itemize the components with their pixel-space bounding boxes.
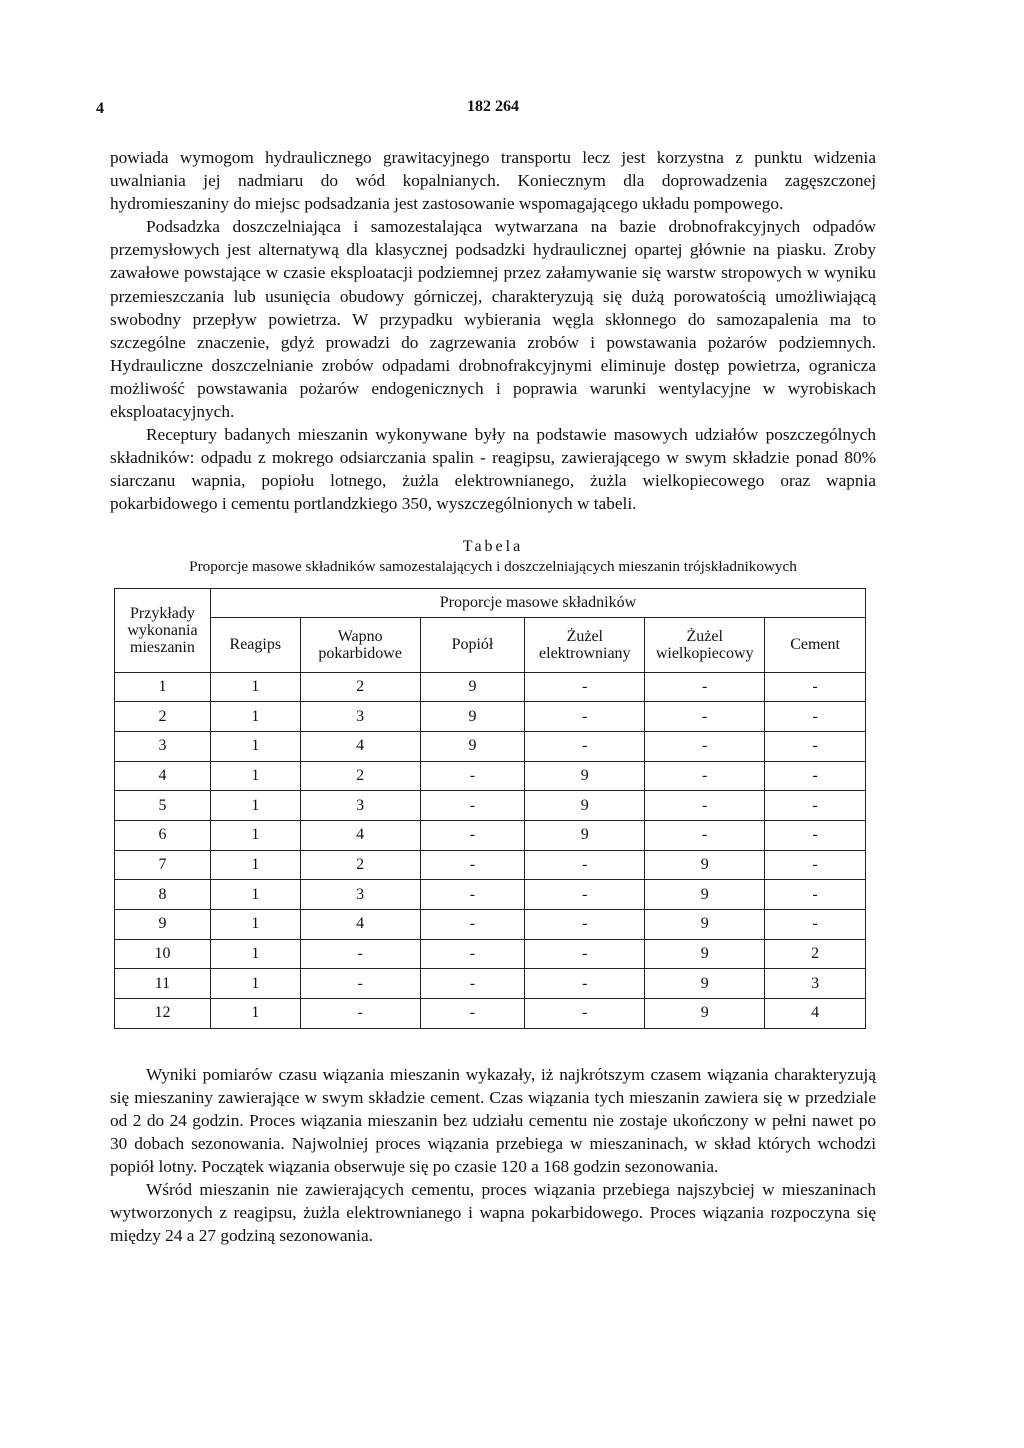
table-cell: 2 <box>300 672 420 702</box>
table-row <box>115 820 866 850</box>
table-cell: 1 <box>210 731 300 761</box>
table-cell: 9 <box>525 791 645 821</box>
table-cell: 1 <box>210 880 300 910</box>
table-body <box>115 672 866 1028</box>
table-cell: 5 <box>115 791 211 821</box>
table-cell: 4 <box>300 731 420 761</box>
table-cell: 1 <box>210 672 300 702</box>
table-cell: 1 <box>115 672 211 702</box>
table-cell: 3 <box>765 969 866 999</box>
paragraph: Wśród mieszanin nie zawierających cementu, proces wiązania przebiega najszybciej w mieszaninach wytworzonych z reagipsu, żużla elektrownianego i wapna pokarbidowego. Proces wiązania rozpoczyna się między 24 a 27 godziną sezonowania. <box>110 1180 876 1246</box>
header-group: Proporcje masowe składników <box>210 588 865 617</box>
table-cell: 9 <box>115 910 211 940</box>
composition-table <box>114 588 866 1029</box>
table-cell: - <box>420 850 525 880</box>
table-cell: - <box>420 999 525 1029</box>
table-cell: - <box>420 910 525 940</box>
table-cell: 7 <box>115 850 211 880</box>
table-cell: - <box>765 672 866 702</box>
table-cell: - <box>645 791 765 821</box>
table-cell: - <box>765 820 866 850</box>
table-cell: 4 <box>300 910 420 940</box>
table-cell: 1 <box>210 820 300 850</box>
table-cell: - <box>420 939 525 969</box>
table-cell: 1 <box>210 969 300 999</box>
table-cell: 3 <box>300 791 420 821</box>
table-cell: 2 <box>765 939 866 969</box>
table-cell: 9 <box>645 999 765 1029</box>
table-cell: - <box>420 791 525 821</box>
table-cell: 9 <box>420 672 525 702</box>
table-cell: - <box>420 880 525 910</box>
page-number: 4 <box>96 100 104 117</box>
table-cell: - <box>525 731 645 761</box>
table-cell: - <box>645 731 765 761</box>
table-row <box>115 672 866 702</box>
table-row <box>115 939 866 969</box>
table-row <box>115 999 866 1029</box>
table-cell: - <box>765 850 866 880</box>
table-cell: - <box>525 939 645 969</box>
table-cell: - <box>420 820 525 850</box>
table-row <box>115 850 866 880</box>
table-cell: - <box>300 939 420 969</box>
table-cell: 9 <box>420 731 525 761</box>
table-cell: - <box>300 999 420 1029</box>
table-cell: 9 <box>645 969 765 999</box>
table-cell: - <box>765 880 866 910</box>
page-header <box>96 96 876 124</box>
table-cell: - <box>765 731 866 761</box>
table-caption: Proporcje masowe składników samozestalających i doszczelniających mieszanin trójskładnikowych <box>189 557 797 575</box>
header-wapno: Wapno pokarbidowe <box>300 617 420 672</box>
table-row <box>115 731 866 761</box>
table-cell: 9 <box>525 761 645 791</box>
table-cell: - <box>420 761 525 791</box>
table-cell: - <box>525 850 645 880</box>
table-cell: 4 <box>115 761 211 791</box>
table-cell: 12 <box>115 999 211 1029</box>
table-cell: - <box>645 702 765 732</box>
table-cell: 6 <box>115 820 211 850</box>
table-cell: 1 <box>210 999 300 1029</box>
header-reagips: Reagips <box>210 617 300 672</box>
table-cell: 9 <box>420 702 525 732</box>
header-examples: Przykłady wykonania mieszanin <box>115 588 211 672</box>
table-cell: - <box>300 969 420 999</box>
table-row <box>115 910 866 940</box>
table-cell: 10 <box>115 939 211 969</box>
table-cell: 3 <box>300 880 420 910</box>
body-text-top <box>110 146 876 516</box>
table-cell: 9 <box>645 880 765 910</box>
table-cell: 9 <box>645 939 765 969</box>
table-cell: 9 <box>645 910 765 940</box>
table-cell: 4 <box>765 999 866 1029</box>
table-cell: - <box>765 910 866 940</box>
table-cell: - <box>525 969 645 999</box>
table-cell: - <box>765 761 866 791</box>
table-cell: 1 <box>210 850 300 880</box>
header-popiol: Popiół <box>420 617 525 672</box>
table-cell: 8 <box>115 880 211 910</box>
paragraph: Receptury badanych mieszanin wykonywane były na podstawie masowych udziałów poszczególnych składników: odpadu z mokrego odsiarczania spalin - reagipsu, zawierającego w swym składzie ponad 80% siarczanu wapnia, popiołu lotnego, żużla elektrownianego, żużla wielkopiecowego oraz wapnia pokarbidowego i cementu portlandzkiego 350, wyszczególnionych w tabeli. <box>110 425 876 514</box>
table-cell: 2 <box>115 702 211 732</box>
table-cell: 1 <box>210 702 300 732</box>
table-cell: - <box>525 672 645 702</box>
table-cell: - <box>765 702 866 732</box>
table-cell: - <box>645 820 765 850</box>
paragraph: Wyniki pomiarów czasu wiązania mieszanin wykazały, iż najkrótszym czasem wiązania charakteryzują się mieszaniny zawierające w swym składzie cement. Czas wiązania tych mieszanin zawiera się w przedziale od 2 do 24 godzin. Proces wiązania mieszanin bez udziału cementu nie zostaje ukończony w pełni nawet po 30 dobach sezonowania. Najwolniej proces wiązania przebiega w mieszaninach, w skład których wchodzi popiół lotny. Początek wiązania obserwuje się po czasie 120 a 168 godzin sezonowania. <box>110 1064 876 1177</box>
body-text-bottom <box>110 1063 876 1248</box>
table-cell: 3 <box>115 731 211 761</box>
table-row <box>115 969 866 999</box>
table-cell: 1 <box>210 761 300 791</box>
table-cell: - <box>420 969 525 999</box>
paragraph: Podsadzka doszczelniająca i samozestalająca wytwarzana na bazie drobnofrakcyjnych odpadów przemysłowych jest alternatywą dla klasycznej podsadzki hydraulicznej opartej głównie na piasku. Zroby zawałowe powstające w czasie eksploatacji podziemnej przez załamywanie się warstw stropowych w wyniku przemieszczania lub usunięcia obudowy górniczej, charakteryzują się dużą porowatością umożliwiającą swobodny przepływ powietrza. W przypadku wybierania węgla skłonnego do samozapalenia ma to szczególne znaczenie, gdyż prowadzi do zagrzewania zrobów i powstawania pożarów podziemnych. Hydrauliczne doszczelnianie zrobów odpadami drobnofrakcyjnymi eliminuje dostęp powietrza, ogranicza możliwość powstawania pożarów endogenicznych i poprawia warunki wentylacyjne w wyrobiskach eksploatacyjnych. <box>110 217 876 422</box>
table-cell: - <box>525 880 645 910</box>
paragraph: powiada wymogom hydraulicznego grawitacyjnego transportu lecz jest korzystna z punktu widzenia uwalniania jej nadmiaru do wód kopalnianych. Koniecznym dla doprowadzenia zagęszczonej hydromieszaniny do miejsc podsadzania jest zastosowanie wspomagającego układu pompowego. <box>110 148 876 214</box>
table-cell: - <box>525 702 645 732</box>
table-cell: 1 <box>210 791 300 821</box>
table-cell: 4 <box>300 820 420 850</box>
table-cell: - <box>765 791 866 821</box>
header-cement: Cement <box>765 617 866 672</box>
table-row <box>115 702 866 732</box>
table-cell: 2 <box>300 850 420 880</box>
table-cell: 2 <box>300 761 420 791</box>
table-title: Tabela <box>462 537 524 555</box>
table-cell: 1 <box>210 910 300 940</box>
table-cell: - <box>645 672 765 702</box>
table-row <box>115 880 866 910</box>
table-cell: 11 <box>115 969 211 999</box>
patent-number: 182 264 <box>467 98 519 115</box>
table-cell: 9 <box>645 850 765 880</box>
table-cell: - <box>525 999 645 1029</box>
table-cell: 1 <box>210 939 300 969</box>
document-page <box>96 96 876 1248</box>
table-cell: - <box>645 761 765 791</box>
header-zuzel-wielkopiecowy: Żużel wielkopiecowy <box>645 617 765 672</box>
table-cell: - <box>525 910 645 940</box>
header-zuzel-elektrowniany: Żużel elektrowniany <box>525 617 645 672</box>
table-row <box>115 791 866 821</box>
table-cell: 3 <box>300 702 420 732</box>
table-cell: 9 <box>525 820 645 850</box>
table-row <box>115 761 866 791</box>
